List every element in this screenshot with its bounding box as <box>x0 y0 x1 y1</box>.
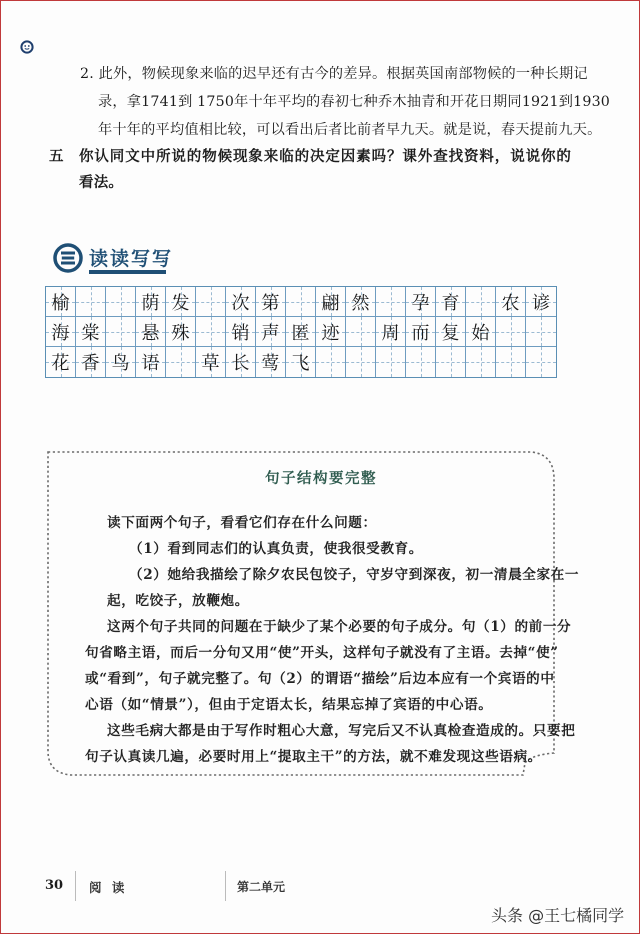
tip-line: 这些毛病大都是由于写作时粗心大意，写完后又不认真检查造成的。只要把 <box>107 723 576 739</box>
grid-cell <box>286 317 316 347</box>
grid-cell <box>466 317 496 347</box>
grid-cell <box>466 347 496 377</box>
grid-cell <box>166 317 196 347</box>
smiley-face-icon <box>20 40 34 54</box>
grid-cell <box>496 317 526 347</box>
grid-character: 香 <box>81 353 100 374</box>
grid-character: 飞 <box>291 353 310 374</box>
grid-character: 殊 <box>171 322 190 344</box>
grid-cell <box>316 287 346 317</box>
section-title: 读读写写 <box>89 248 174 270</box>
tip-line: 心语（如“情景”），但由于定语太长，结果忘掉了宾语的中心语。 <box>85 697 493 713</box>
question-5-line-2: 看法。 <box>79 174 124 191</box>
grid-cell <box>466 287 496 317</box>
footer-section-label: 阅 读 <box>89 880 128 895</box>
grid-character: 孕 <box>411 292 430 314</box>
grid-character: 第 <box>261 292 280 314</box>
grid-cell <box>76 317 106 347</box>
grid-character: 农 <box>501 292 520 314</box>
grid-cell <box>376 347 406 377</box>
grid-cell <box>526 347 556 377</box>
tip-line: 读下面两个句子，看看它们存在什么问题： <box>107 515 377 531</box>
grid-cell <box>196 347 226 377</box>
grid-character: 花 <box>51 353 70 374</box>
grid-cell <box>106 287 136 317</box>
grid-cell <box>226 347 256 377</box>
tip-line: 起，吃饺子，放鞭炮。 <box>107 593 249 609</box>
footer-unit-label: 第二单元 <box>237 880 286 894</box>
grid-character: 而 <box>411 322 430 344</box>
grid-character: 荫 <box>141 292 160 314</box>
grid-cell <box>46 347 76 377</box>
grid-character: 复 <box>441 322 460 344</box>
footer-divider <box>225 871 226 901</box>
grid-cell <box>436 347 466 377</box>
footer-divider <box>75 871 76 901</box>
tip-box-title: 句子结构要完整 <box>265 470 377 487</box>
grid-cell <box>346 317 376 347</box>
writing-practice-grid <box>45 286 557 378</box>
tip-line: 这两个句子共同的问题在于缺少了某个必要的句子成分。句（1）的前一分 <box>107 619 572 635</box>
grid-character: 翩 <box>321 292 340 314</box>
grid-cell <box>406 287 436 317</box>
question-5-line-1: 你认同文中所说的物候现象来临的决定因素吗？课外查找资料，说说你的 <box>79 148 572 165</box>
grid-character: 销 <box>231 322 250 344</box>
grid-cell <box>106 317 136 347</box>
grid-character: 迹 <box>321 322 340 344</box>
grid-cell <box>256 287 286 317</box>
grid-cell <box>316 347 346 377</box>
grid-cell <box>286 287 316 317</box>
grid-character: 育 <box>441 292 460 314</box>
exercise-item-2-line-2: 录，拿1741到 1750年十年平均的春初七种乔木抽青和开花日期同1921到1930 <box>98 94 611 110</box>
grid-cell <box>196 317 226 347</box>
grid-character: 悬 <box>141 322 160 344</box>
grid-cell <box>76 287 106 317</box>
grid-character: 莺 <box>261 353 280 374</box>
grid-cell <box>346 287 376 317</box>
grid-cell <box>226 317 256 347</box>
grid-character: 长 <box>231 353 250 374</box>
grid-cell <box>346 347 376 377</box>
tip-line: （2）她给我描绘了除夕农民包饺子，守岁守到深夜，初一清晨全家在一 <box>129 567 580 583</box>
grid-cell <box>256 317 286 347</box>
grid-cell <box>316 317 346 347</box>
grid-character: 语 <box>141 353 160 374</box>
grid-cell <box>136 347 166 377</box>
circled-three-icon <box>53 243 83 273</box>
grid-character: 榆 <box>51 292 70 314</box>
grid-cell <box>76 347 106 377</box>
grid-cell <box>496 287 526 317</box>
grid-cell <box>496 347 526 377</box>
grid-character: 发 <box>171 292 190 314</box>
grid-cell <box>106 347 136 377</box>
grid-cell <box>166 287 196 317</box>
grid-cell <box>376 317 406 347</box>
question-5-number: 五 <box>49 148 64 165</box>
grid-cell <box>406 317 436 347</box>
grid-cell <box>406 347 436 377</box>
tip-line: 句省略主语，而后一分句又用“使”开头，这样句子就没有了主语。去掉“使” <box>85 645 559 661</box>
grid-cell <box>526 287 556 317</box>
grid-cell <box>226 287 256 317</box>
page-number: 30 <box>45 878 64 893</box>
grid-cell <box>376 287 406 317</box>
grid-cell <box>166 347 196 377</box>
grid-cell <box>436 317 466 347</box>
grid-character: 次 <box>231 292 250 314</box>
grid-character: 谚 <box>532 292 550 314</box>
exercise-item-2-line-3: 年十年的平均值相比较，可以看出后者比前者早九天。就是说，春天提前九天。 <box>98 122 602 138</box>
grid-character: 棠 <box>81 322 100 344</box>
watermark: 头条 @王七橘同学 <box>491 906 625 925</box>
grid-cell <box>136 287 166 317</box>
tip-line: 或“看到”，句子就完整了。句（2）的谓语“描绘”后边本应有一个宾语的中 <box>85 671 555 687</box>
grid-cell <box>436 287 466 317</box>
grid-character: 始 <box>471 322 490 344</box>
tip-line: （1）看到同志们的认真负责，使我很受教育。 <box>129 541 423 557</box>
grid-cell <box>196 287 226 317</box>
grid-cell <box>256 347 286 377</box>
tip-line: 句子认真读几遍，必要时用上“提取主干”的方法，就不难发现这些语病。 <box>85 749 542 765</box>
grid-cell <box>136 317 166 347</box>
grid-character: 匿 <box>291 322 310 344</box>
grid-cell <box>46 317 76 347</box>
grid-character: 鸟 <box>111 353 130 374</box>
grid-cell <box>526 317 556 347</box>
exercise-item-2-line-1: 2. 此外，物候现象来临的迟早还有古今的差异。根据英国南部物候的一种长期记 <box>80 66 588 82</box>
grid-character: 然 <box>351 292 370 314</box>
grid-cell <box>46 287 76 317</box>
grid-character: 海 <box>51 322 70 344</box>
grid-character: 草 <box>201 353 220 374</box>
grid-character: 周 <box>381 322 400 344</box>
section-title-underline <box>89 270 166 274</box>
grid-character: 声 <box>261 322 280 344</box>
grid-cell <box>286 347 316 377</box>
